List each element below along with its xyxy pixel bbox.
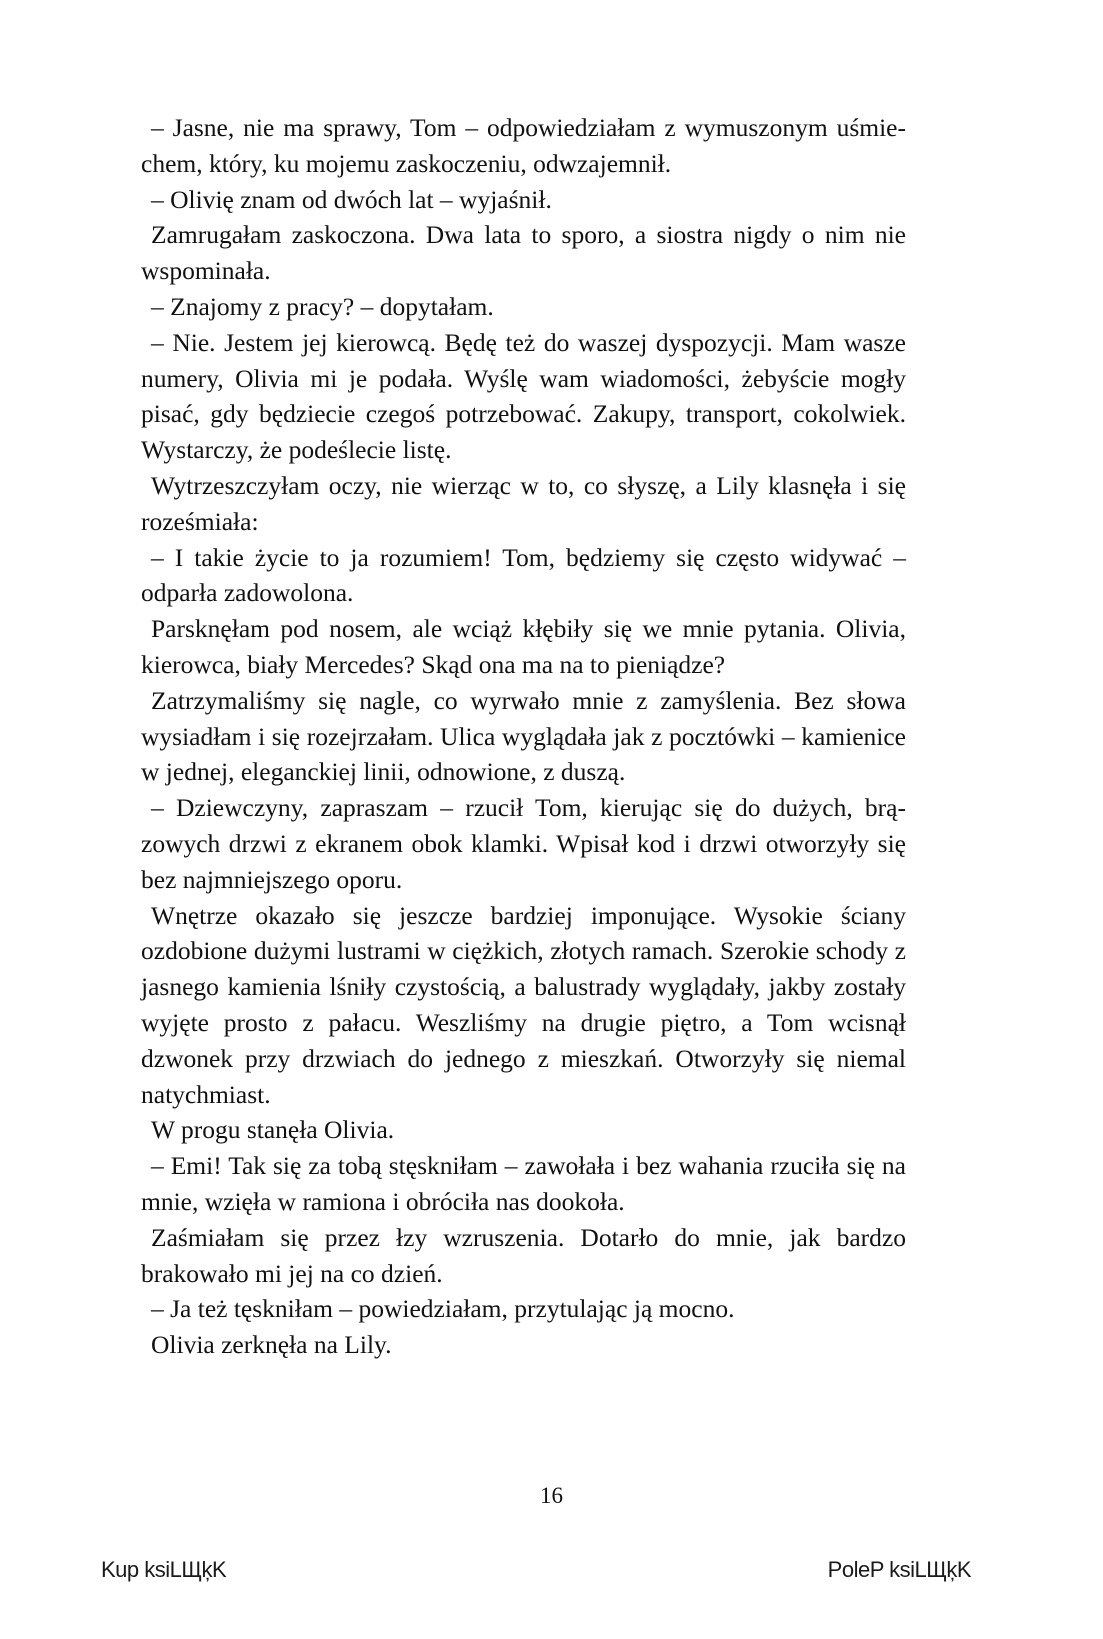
paragraph: Zaśmiałam się przez łzy wzruszenia. Dotarło do mnie, jak bardzo brakowało mi jej na co dzień. bbox=[141, 1222, 906, 1288]
buy-book-link[interactable]: Kup ksiLЩķK bbox=[101, 1557, 227, 1582]
paragraph: Zatrzymaliśmy się nagle, co wyrwało mnie z zamyślenia. Bez słowa wysiadłam i się rozejrzałam. Ulica wyglądała jak z pocztówki – kamienice w jednej, eleganckiej linii, odnowione, z duszą. bbox=[141, 685, 906, 787]
paragraph: – Emi! Tak się za tobą stęskniłam – zawołała i bez wahania rzuciła się na mnie, wzięła w ramiona i obróciła nas dookoła. bbox=[141, 1151, 906, 1216]
paragraph: – Ja też tęskniłam – powiedziałam, przytulając ją mocno. bbox=[151, 1294, 735, 1324]
paragraph: – Nie. Jestem jej kierowcą. Będę też do waszej dyspozycji. Mam wasze numery, Olivia mi je podała. Wyślę wam wiadomości, żebyście mogły pisać, gdy będziecie czegoś potrzebować. Zakupy, transport, cokolwiek. Wystarczy, że podeślecie listę. bbox=[141, 327, 906, 465]
paragraph: – Dziewczyny, zapraszam – rzucił Tom, kierując się do dużych, brązowych drzwi z ekranem obok klamki. Wpisał kod i drzwi otworzyły się bez najmniejszego oporu. bbox=[141, 793, 906, 894]
page-number: 16 bbox=[540, 1483, 563, 1508]
paragraph: – Znajomy z pracy? – dopytałam. bbox=[151, 291, 494, 321]
recommend-book-link[interactable]: PoleP ksiLЩķK bbox=[827, 1557, 971, 1582]
paragraph: Wnętrze okazało się jeszcze bardziej imponujące. Wysokie ściany ozdobione dużymi lustrami w ciężkich, złotych ramach. Szerokie schody z jasnego kamienia lśniły czystością, a balustrady wyglądały, jakby zostały wyjęte prosto z pałacu. Weszliśmy na drugie piętro, a Tom wcisnął dzwonek przy drzwiach do jednego z mieszkań. Otworzyły się niemal natychmiast. bbox=[141, 900, 906, 1109]
paragraph: Parsknęłam pod nosem, ale wciąż kłębiły się we mnie pytania. Olivia, kierowca, biały Mercedes? Skąd ona ma na to pieniądze? bbox=[141, 614, 906, 679]
paragraph: W progu stanęła Olivia. bbox=[151, 1115, 395, 1145]
paragraph: – Jasne, nie ma sprawy, Tom – odpowiedziałam z wymuszonym uśmiechem, który, ku mojemu zaskoczeniu, odwzajemnił. bbox=[141, 113, 906, 178]
paragraph: Olivia zerknęła na Lily. bbox=[151, 1330, 392, 1360]
chapter-text bbox=[141, 110, 906, 1363]
paragraph: Wytrzeszczyłam oczy, nie wierząc w to, co słyszę, a Lily klasnęła i się roześmiała: bbox=[141, 470, 906, 536]
paragraph: – I takie życie to ja rozumiem! Tom, będziemy się często widywać – odparła zadowolona. bbox=[141, 542, 906, 608]
paragraph: – Olivię znam od dwóch lat – wyjaśnił. bbox=[151, 184, 552, 214]
paragraph: Zamrugałam zaskoczona. Dwa lata to sporo, a siostra nigdy o nim nie wspominała. bbox=[141, 220, 906, 286]
